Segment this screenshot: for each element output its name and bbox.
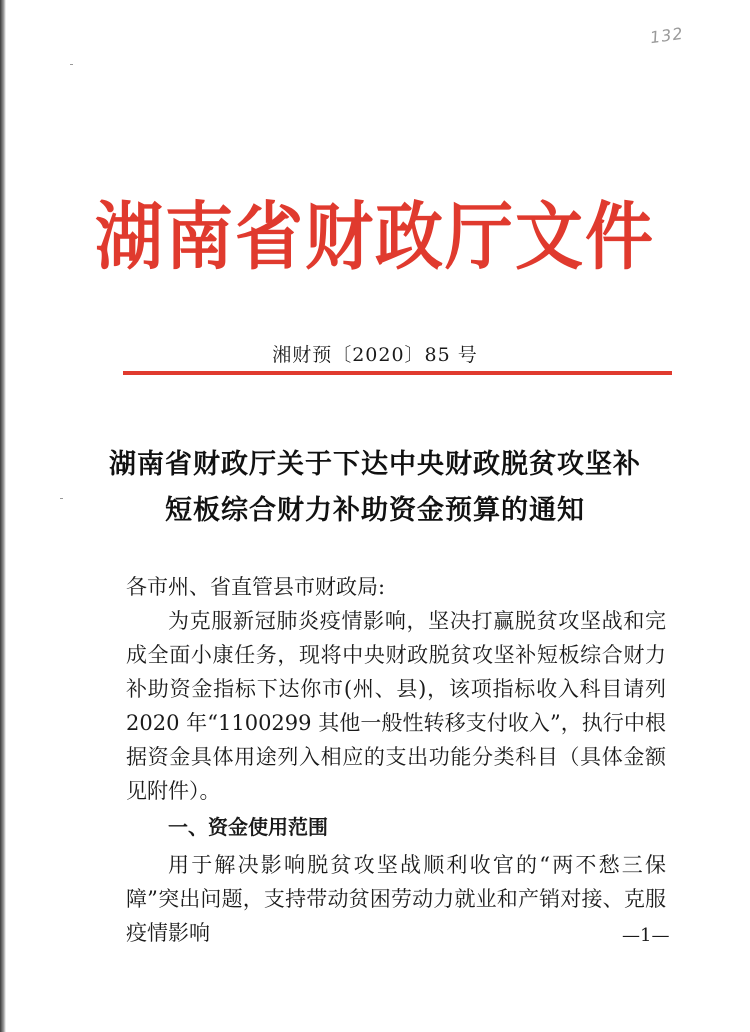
document-header-title: 湖南省财政厅文件 xyxy=(94,193,655,281)
document-number: 湘财预〔2020〕85 号 xyxy=(272,344,478,366)
handwritten-mark: 132 xyxy=(648,23,685,48)
body-section xyxy=(126,604,666,950)
red-divider-line xyxy=(123,371,672,375)
page-number: —1— xyxy=(622,925,670,946)
section-heading-1: 一、资金使用范围 xyxy=(168,815,328,839)
salutation: 各市州、省直管县市财政局: xyxy=(126,575,386,599)
paragraph-2: 用于解决影响脱贫攻坚战顺利收官的“两不愁三保障”突出问题，支持带动贫困劳动力就业和产销对接、克服疫情影响 xyxy=(126,853,666,945)
notice-title-line-1: 湖南省财政厅关于下达中央财政脱贫攻坚补 xyxy=(109,449,641,480)
paragraph-1: 为克服新冠肺炎疫情影响，坚决打赢脱贫攻坚战和完成全面小康任务，现将中央财政脱贫攻坚补短板综合财力补助资金指标下达你市(州、县)，该项指标收入科目请列 2020 年“1100299 其他一般性转移支付收入”，执行中根据资金具体用途列入相应的支出功能分类科目（具体金额见附件）。 xyxy=(126,609,666,803)
scan-speck xyxy=(70,64,73,65)
notice-title xyxy=(0,442,750,534)
notice-title-line-2: 短板综合财力补助资金预算的通知 xyxy=(165,495,585,526)
